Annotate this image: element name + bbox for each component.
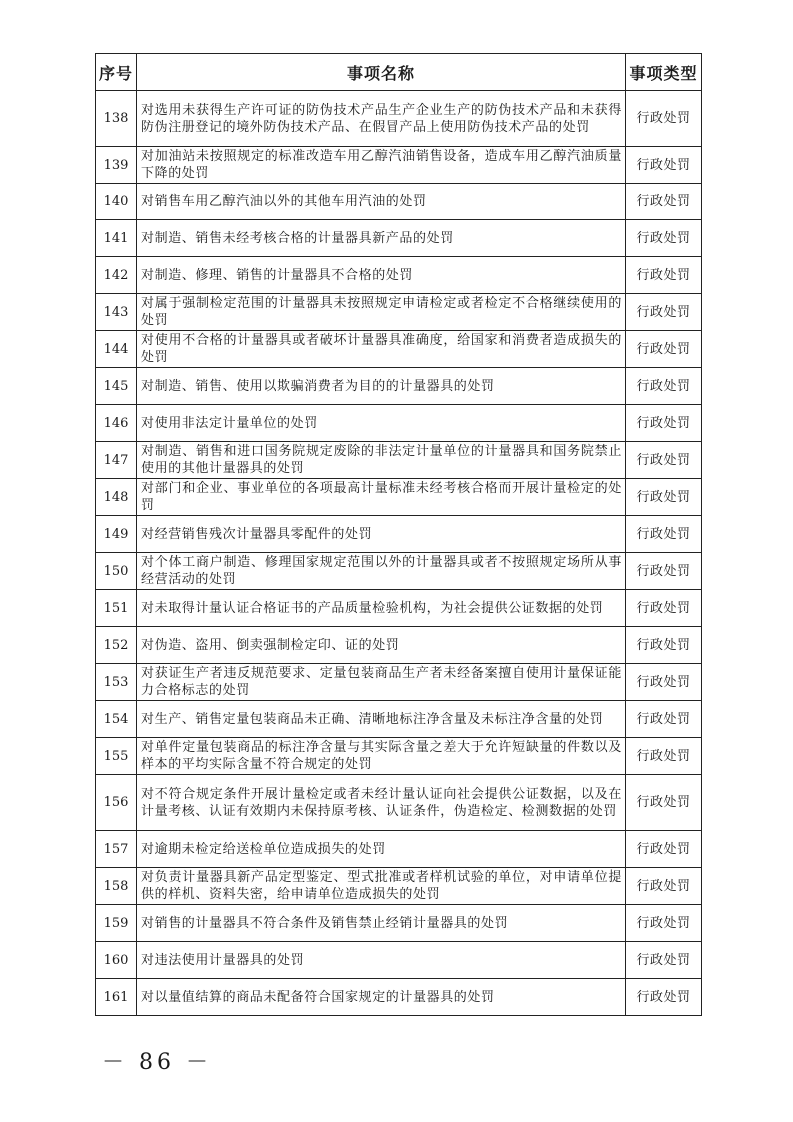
item-name: 对单件定量包装商品的标注净含量与其实际含量之差大于允许短缺量的件数以及样本的平均实际含量不符合规定的处罚 — [137, 738, 626, 775]
table-row — [96, 184, 702, 220]
table-row — [96, 979, 702, 1016]
item-type: 行政处罚 — [626, 553, 702, 590]
item-number: 157 — [96, 831, 137, 868]
item-number: 142 — [96, 257, 137, 294]
table-row — [96, 664, 702, 701]
table-row — [96, 590, 702, 627]
table-row — [96, 516, 702, 553]
item-number: 149 — [96, 516, 137, 553]
item-name: 对违法使用计量器具的处罚 — [137, 942, 626, 979]
header-name: 事项名称 — [137, 54, 626, 91]
item-type: 行政处罚 — [626, 442, 702, 479]
table-row — [96, 831, 702, 868]
item-type: 行政处罚 — [626, 405, 702, 442]
item-name: 对销售的计量器具不符合条件及销售禁止经销计量器具的处罚 — [137, 905, 626, 942]
item-number: 153 — [96, 664, 137, 701]
item-number: 144 — [96, 331, 137, 368]
item-type: 行政处罚 — [626, 775, 702, 831]
table-row — [96, 553, 702, 590]
item-number: 155 — [96, 738, 137, 775]
item-name: 对部门和企业、事业单位的各项最高计量标准未经考核合格而开展计量检定的处罚 — [137, 479, 626, 516]
item-name: 对加油站未按照规定的标准改造车用乙醇汽油销售设备，造成车用乙醇汽油质量下降的处罚 — [137, 147, 626, 184]
item-type: 行政处罚 — [626, 831, 702, 868]
item-name: 对销售车用乙醇汽油以外的其他车用汽油的处罚 — [137, 184, 626, 220]
item-type: 行政处罚 — [626, 294, 702, 331]
item-number: 151 — [96, 590, 137, 627]
item-name: 对生产、销售定量包装商品未正确、清晰地标注净含量及未标注净含量的处罚 — [137, 701, 626, 738]
item-type: 行政处罚 — [626, 905, 702, 942]
item-number: 160 — [96, 942, 137, 979]
table-row — [96, 331, 702, 368]
item-type: 行政处罚 — [626, 184, 702, 220]
item-name: 对经营销售残次计量器具零配件的处罚 — [137, 516, 626, 553]
item-number: 138 — [96, 91, 137, 147]
table-row — [96, 257, 702, 294]
item-type: 行政处罚 — [626, 368, 702, 405]
header-type: 事项类型 — [626, 54, 702, 91]
item-name: 对伪造、盗用、倒卖强制检定印、证的处罚 — [137, 627, 626, 664]
table-row — [96, 479, 702, 516]
header-no: 序号 — [96, 54, 137, 91]
item-name: 对制造、销售未经考核合格的计量器具新产品的处罚 — [137, 220, 626, 257]
item-name: 对不符合规定条件开展计量检定或者未经计量认证向社会提供公证数据，以及在计量考核、认证有效期内未保持原考核、认证条件，伪造检定、检测数据的处罚 — [137, 775, 626, 831]
item-type: 行政处罚 — [626, 220, 702, 257]
item-number: 143 — [96, 294, 137, 331]
item-type: 行政处罚 — [626, 257, 702, 294]
item-name: 对制造、销售、使用以欺骗消费者为目的的计量器具的处罚 — [137, 368, 626, 405]
item-name: 对负责计量器具新产品定型鉴定、型式批准或者样机试验的单位，对申请单位提供的样机、资料失密，给申请单位造成损失的处罚 — [137, 868, 626, 905]
item-name: 对使用不合格的计量器具或者破坏计量器具准确度，给国家和消费者造成损失的处罚 — [137, 331, 626, 368]
table-row — [96, 405, 702, 442]
items-table — [95, 53, 702, 1016]
item-number: 148 — [96, 479, 137, 516]
item-name: 对属于强制检定范围的计量器具未按照规定申请检定或者检定不合格继续使用的处罚 — [137, 294, 626, 331]
table-row — [96, 91, 702, 147]
item-type: 行政处罚 — [626, 331, 702, 368]
item-number: 156 — [96, 775, 137, 831]
table-row — [96, 868, 702, 905]
item-name: 对制造、修理、销售的计量器具不合格的处罚 — [137, 257, 626, 294]
item-number: 146 — [96, 405, 137, 442]
item-type: 行政处罚 — [626, 147, 702, 184]
item-name: 对制造、销售和进口国务院规定废除的非法定计量单位的计量器具和国务院禁止使用的其他计量器具的处罚 — [137, 442, 626, 479]
item-type: 行政处罚 — [626, 664, 702, 701]
item-type: 行政处罚 — [626, 479, 702, 516]
item-type: 行政处罚 — [626, 701, 702, 738]
table-row — [96, 147, 702, 184]
item-type: 行政处罚 — [626, 590, 702, 627]
item-number: 145 — [96, 368, 137, 405]
item-name: 对以量值结算的商品未配备符合国家规定的计量器具的处罚 — [137, 979, 626, 1016]
table-header-row — [96, 54, 702, 91]
table-row — [96, 220, 702, 257]
item-type: 行政处罚 — [626, 979, 702, 1016]
item-name: 对未取得计量认证合格证书的产品质量检验机构，为社会提供公证数据的处罚 — [137, 590, 626, 627]
table-row — [96, 627, 702, 664]
item-type: 行政处罚 — [626, 942, 702, 979]
item-type: 行政处罚 — [626, 627, 702, 664]
item-number: 154 — [96, 701, 137, 738]
item-name: 对使用非法定计量单位的处罚 — [137, 405, 626, 442]
table-row — [96, 701, 702, 738]
item-type: 行政处罚 — [626, 868, 702, 905]
table-row — [96, 442, 702, 479]
item-number: 158 — [96, 868, 137, 905]
table-row — [96, 775, 702, 831]
page-number: － 86 － — [102, 1050, 212, 1075]
item-type: 行政处罚 — [626, 738, 702, 775]
item-number: 139 — [96, 147, 137, 184]
item-number: 152 — [96, 627, 137, 664]
item-name: 对逾期未检定给送检单位造成损失的处罚 — [137, 831, 626, 868]
table-body — [96, 91, 702, 1016]
item-number: 161 — [96, 979, 137, 1016]
item-number: 150 — [96, 553, 137, 590]
item-type: 行政处罚 — [626, 91, 702, 147]
table-row — [96, 942, 702, 979]
table-row — [96, 738, 702, 775]
item-type: 行政处罚 — [626, 516, 702, 553]
item-number: 159 — [96, 905, 137, 942]
item-name: 对选用未获得生产许可证的防伪技术产品生产企业生产的防伪技术产品和未获得防伪注册登记的境外防伪技术产品、在假冒产品上使用防伪技术产品的处罚 — [137, 91, 626, 147]
item-name: 对个体工商户制造、修理国家规定范围以外的计量器具或者不按照规定场所从事经营活动的处罚 — [137, 553, 626, 590]
table-row — [96, 368, 702, 405]
table-row — [96, 905, 702, 942]
item-number: 141 — [96, 220, 137, 257]
item-name: 对获证生产者违反规范要求、定量包装商品生产者未经备案擅自使用计量保证能力合格标志的处罚 — [137, 664, 626, 701]
table-row — [96, 294, 702, 331]
item-number: 140 — [96, 184, 137, 220]
item-number: 147 — [96, 442, 137, 479]
